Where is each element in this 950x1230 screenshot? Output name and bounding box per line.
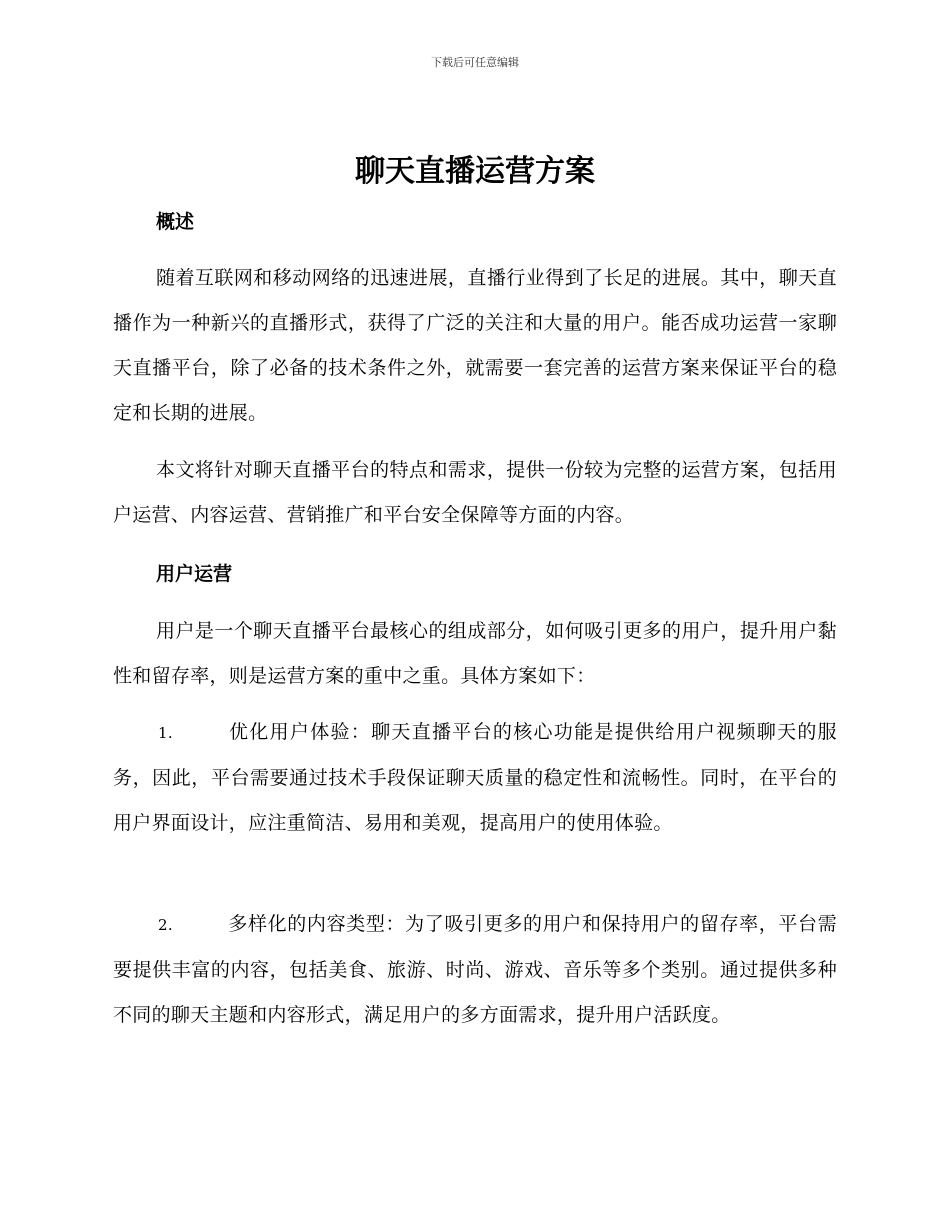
paragraph: 本文将针对聊天直播平台的特点和需求，提供一份较为完整的运营方案，包括用户运营、内容运营、营销推广和平台安全保障等方面的内容。	[113, 459, 837, 526]
header-note: 下载后可任意编辑	[431, 56, 519, 69]
section-heading-overview: 概述	[156, 211, 195, 233]
list-number: 2.	[158, 916, 173, 934]
paragraph: 用户是一个聊天直播平台最核心的组成部分，如何吸引更多的用户，提升用户黏性和留存率，则是运营方案的重中之重。具体方案如下：	[113, 620, 837, 687]
list-item	[113, 710, 837, 846]
section-heading-user-operations: 用户运营	[156, 563, 233, 585]
list-item-text: 优化用户体验：聊天直播平台的核心功能是提供给用户视频聊天的服务，因此，平台需要通过技术手段保证聊天质量的稳定性和流畅性。同时，在平台的用户界面设计，应注重简洁、易用和美观，提高用户的使用体验。	[113, 721, 837, 834]
list-item-text: 多样化的内容类型：为了吸引更多的用户和保持用户的留存率，平台需要提供丰富的内容，包括美食、旅游、时尚、游戏、音乐等多个类别。通过提供多种不同的聊天主题和内容形式，满足用户的多方面需求，提升用户活跃度。	[113, 913, 837, 1026]
document-title: 聊天直播运营方案	[355, 154, 595, 189]
paragraph: 随着互联网和移动网络的迅速进展，直播行业得到了长足的进展。其中，聊天直播作为一种新兴的直播形式，获得了广泛的关注和大量的用户。能否成功运营一家聊天直播平台，除了必备的技术条件之外，就需要一套完善的运营方案来保证平台的稳定和长期的进展。	[113, 267, 837, 424]
list-item	[113, 902, 837, 1038]
list-number: 1.	[158, 724, 173, 742]
